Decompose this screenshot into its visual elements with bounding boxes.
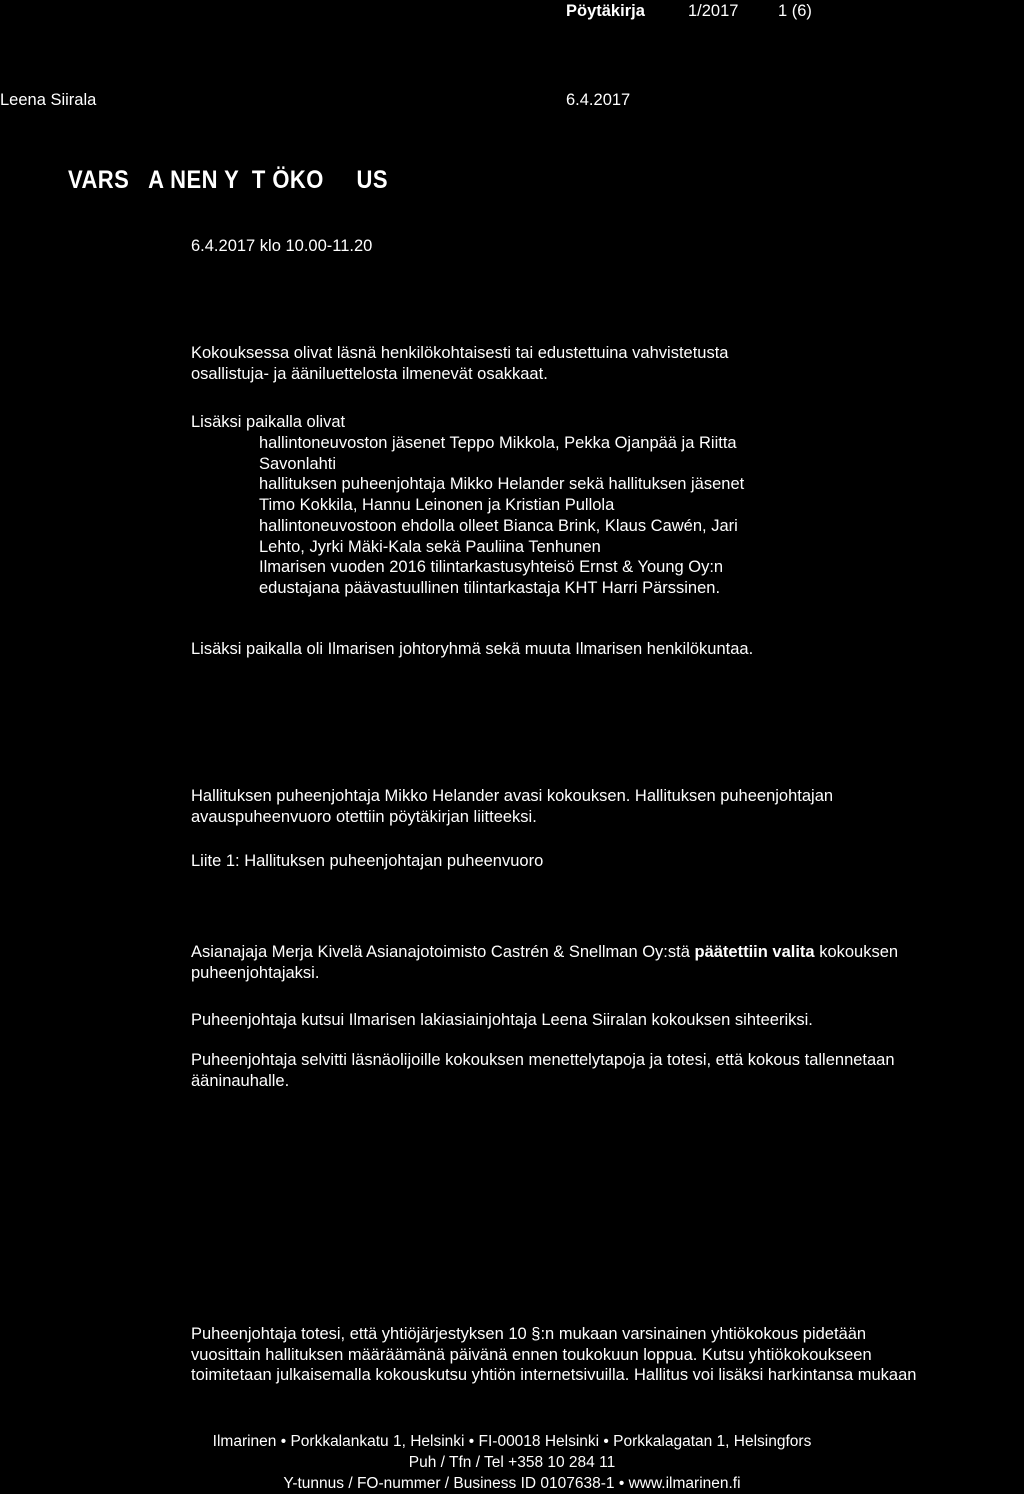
text-line: osallistuja- ja ääniluettelosta ilmenevät osakkaat. — [191, 364, 548, 383]
footer-phone: Puh / Tfn / Tel +358 10 284 11 — [408, 1454, 616, 1471]
document-type: Pöytäkirja — [566, 2, 645, 20]
text-line: avauspuheenvuoro otettiin pöytäkirjan liitteeksi. — [191, 807, 537, 826]
decision-text: päätettiin valita — [694, 943, 815, 961]
text-line: Kokouksessa olivat läsnä henkilökohtaisesti tai edustettuina vahvistetusta — [191, 344, 729, 362]
list-item: hallintoneuvoston jäsenet Teppo Mikkola, Pekka Ojanpää ja Riitta — [259, 434, 737, 452]
text-line: vuosittain hallituksen määräämänä päivänä ennen toukokuun loppua. Kutsu yhtiökokoukseen — [191, 1345, 872, 1364]
author-name: Leena Siirala — [0, 91, 97, 109]
text-line: puheenjohtajaksi. — [191, 963, 320, 982]
footer-business-id: Y-tunnus / FO-nummer / Business ID 0107638-1 • www.ilmarinen.fi — [283, 1475, 741, 1492]
list-item: Lehto, Jyrki Mäki-Kala sekä Pauliina Tenhunen — [259, 537, 601, 556]
list-item: Ilmarisen vuoden 2016 tilintarkastusyhteisö Ernst & Young Oy:n — [259, 558, 724, 577]
text-line: ääninauhalle. — [191, 1071, 290, 1090]
footer-address: Ilmarinen • Porkkalankatu 1, Helsinki • FI-00018 Helsinki • Porkkalagatan 1, Helsingfors — [212, 1433, 812, 1450]
list-item: Timo Kokkila, Hannu Leinonen ja Kristian Pullola — [259, 496, 615, 515]
page-footer — [0, 1431, 1024, 1494]
page-number: 1 (6) — [778, 2, 812, 20]
text-segment: Asianajaja Merja Kivelä Asianajotoimisto Castrén & Snellman Oy:stä — [191, 943, 695, 961]
list-item: edustajana päävastuullinen tilintarkastaja KHT Harri Pärssinen. — [259, 578, 721, 597]
text-line: Puheenjohtaja selvitti läsnäolijoille kokouksen menettelytapoja ja totesi, että kokous tallennetaan — [191, 1051, 895, 1069]
attachment-reference: Liite 1: Hallituksen puheenjohtajan puheenvuoro — [191, 852, 544, 870]
document-number: 1/2017 — [688, 2, 739, 20]
also-present-intro: Lisäksi paikalla olivat — [191, 413, 346, 431]
attendee-list — [259, 433, 1019, 599]
list-item: hallituksen puheenjohtaja Mikko Helander sekä hallituksen jäsenet — [259, 475, 745, 494]
legality-paragraph — [191, 1324, 1021, 1386]
text-segment: kokouksen — [814, 943, 899, 961]
attendance-paragraph — [191, 343, 1021, 384]
meeting-time: 6.4.2017 klo 10.00-11.20 — [191, 237, 373, 255]
secretary-paragraph: Puheenjohtaja kutsui Ilmarisen lakiasiainjohtaja Leena Siiralan kokouksen sihteeriksi. — [191, 1011, 813, 1029]
staff-present: Lisäksi paikalla oli Ilmarisen johtoryhmä sekä muuta Ilmarisen henkilökuntaa. — [191, 640, 754, 658]
opening-paragraph — [191, 786, 1021, 827]
text-line — [191, 942, 1021, 963]
list-item: hallintoneuvostoon ehdolla olleet Bianca Brink, Klaus Cawén, Jari — [259, 516, 738, 535]
document-date: 6.4.2017 — [566, 91, 631, 109]
text-line: toimitetaan julkaisemalla kokouskutsu yhtiön internetsivuilla. Hallitus voi lisäksi harkintansa mukaan — [191, 1366, 917, 1385]
text-line: Puheenjohtaja totesi, että yhtiöjärjestyksen 10 §:n mukaan varsinainen yhtiökokous pidetään — [191, 1325, 867, 1343]
procedure-paragraph — [191, 1050, 1021, 1091]
text-line: Hallituksen puheenjohtaja Mikko Helander avasi kokouksen. Hallituksen puheenjohtajan — [191, 787, 834, 805]
page-title: VARS A NEN Y T ÖKO US — [68, 166, 388, 194]
list-item: Savonlahti — [259, 454, 337, 473]
chair-election-paragraph — [191, 942, 1021, 983]
